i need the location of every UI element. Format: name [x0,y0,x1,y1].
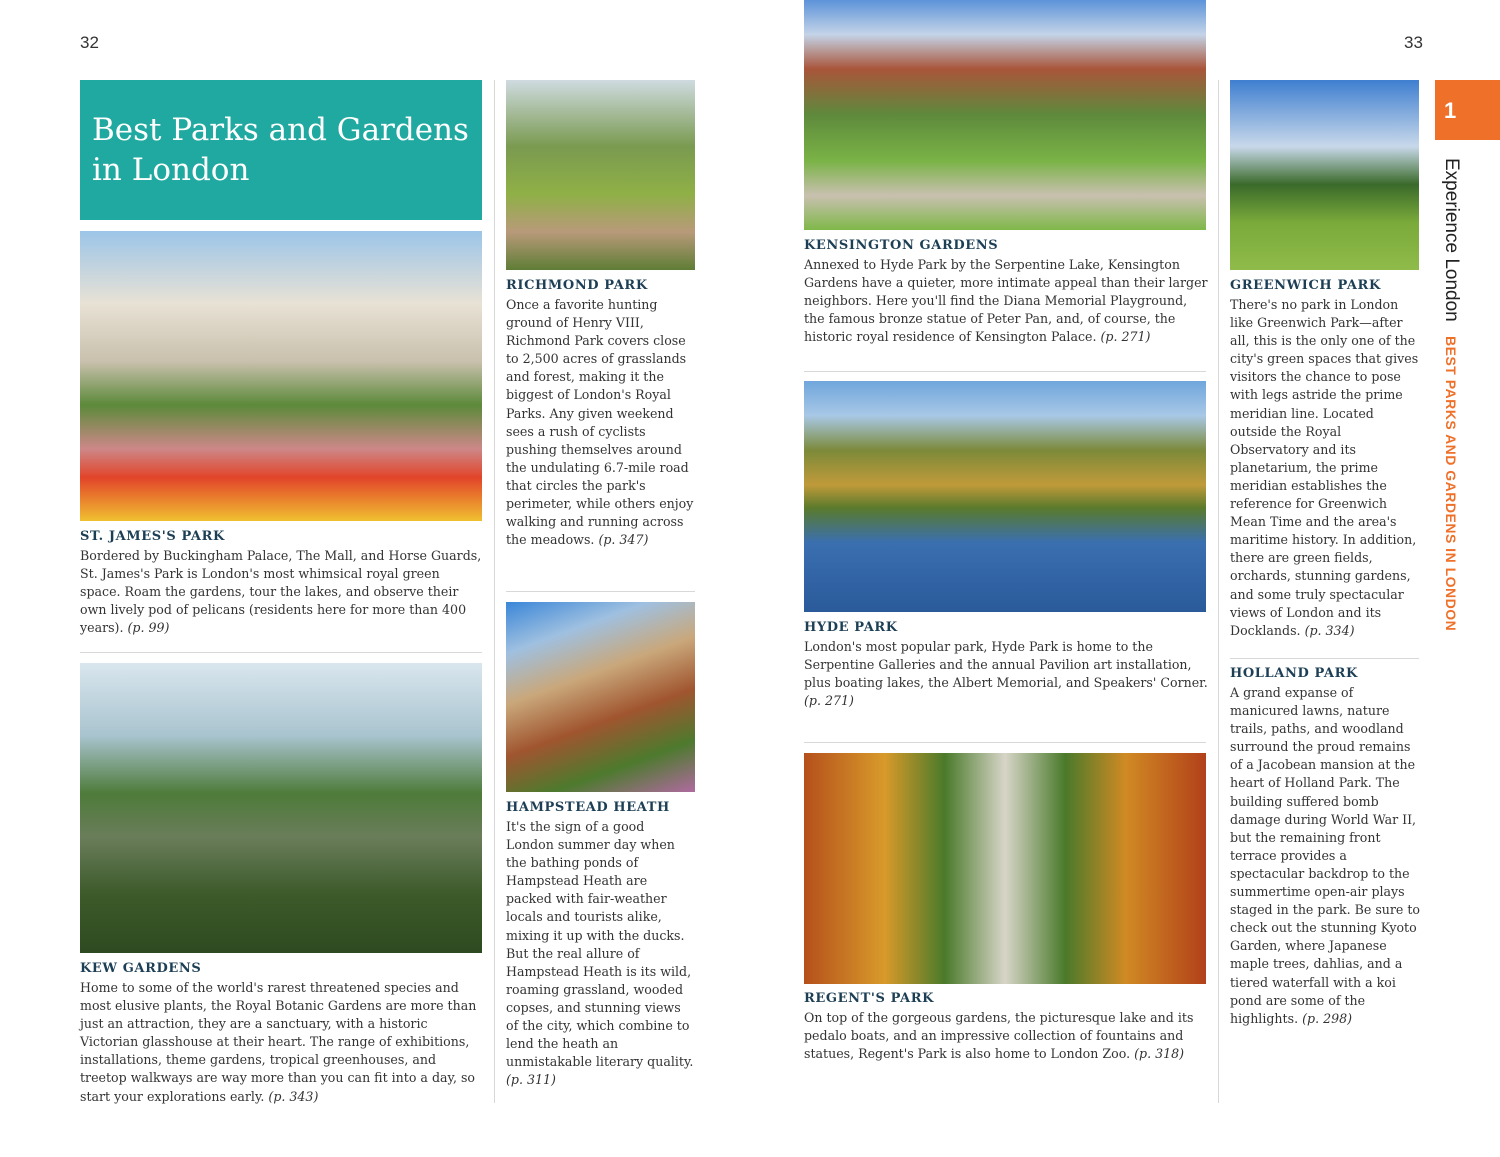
page-reference: (p. 318) [1134,1046,1185,1062]
description-text: On top of the gorgeous gardens, the picturesque lake and its pedalo boats, and an impressive collection of fountains and statues, Regent's Park is also home to London Zoo. [804,1010,1194,1062]
page-reference: (p. 99) [127,620,170,636]
description-text: There's no park in London like Greenwich Park—after all, this is the only one of the city's green spaces that gives visitors the chance to pose with legs astride the prime meridian line. Located outside the Royal Observatory and its planetarium, the prime meridian establishes the reference for Greenwich Mean Time and the area's maritime history. In addition, there are green fields, orchards, stunning gardens, and some truly spectacular views of London and its Docklands. [1230,297,1419,638]
park-description [506,296,698,549]
regents-park-photo [804,753,1206,984]
hyde-park-photo [804,381,1206,612]
park-heading: HAMPSTEAD HEATH [506,800,670,815]
divider [506,591,695,592]
st-james-park-photo [80,231,482,521]
park-heading: HOLLAND PARK [1230,666,1358,681]
page-reference: (p. 343) [268,1088,319,1104]
description-text: Bordered by Buckingham Palace, The Mall, and Horse Guards, St. James's Park is London's most whimsical royal green space. Roam the gardens, tour the lakes, and observe their own lively pod of pelicans (residents here for more than 400 years). [80,548,482,636]
page-reference: (p. 334) [1304,622,1355,638]
page-number-right: 33 [1404,33,1423,52]
park-heading: ST. JAMES'S PARK [80,529,225,544]
description-text: Once a favorite hunting ground of Henry VIII, Richmond Park covers close to 2,500 acres of grasslands and forest, making it the biggest of London's Royal Parks. Any given weekend sees a rush of cyclists pushing themselves around the undulating 6.7-mile road that circles the park's perimeter, while others enjoy walking and running across the meadows. [506,297,694,548]
park-description [80,979,482,1106]
park-description [506,818,696,1089]
kensington-gardens-photo [804,0,1206,230]
park-description [804,1009,1208,1063]
park-description [1230,296,1422,640]
greenwich-park-photo [1230,80,1419,270]
park-heading: GREENWICH PARK [1230,278,1381,293]
page-reference: (p. 271) [804,693,854,709]
park-description [1230,684,1422,1028]
description-text: Annexed to Hyde Park by the Serpentine Lake, Kensington Gardens have a quieter, more intimate appeal than their larger neighbors. Here you'll find the Diana Memorial Playground, the famous bronze statue of Peter Pan, and, of course, the historic royal residence of Kensington Palace. [804,257,1208,345]
park-heading: HYDE PARK [804,620,898,635]
park-description [804,638,1208,710]
park-heading: KENSINGTON GARDENS [804,238,999,253]
kew-gardens-photo [80,663,482,953]
description-text: A grand expanse of manicured lawns, nature trails, paths, and woodland surround the proud remains of a Jacobean mansion at the heart of Holland Park. The building suffered bomb damage during World War II, but the remaining front terrace provides a spectacular backdrop to the summertime open-air plays staged in the park. Be sure to check out the stunning Kyoto Garden, where Japanese maple trees, dahlias, and a tiered waterfall with a koi pond are some of the highlights. [1230,685,1421,1026]
park-heading: REGENT'S PARK [804,991,934,1006]
divider [80,652,482,653]
park-heading: KEW GARDENS [80,961,202,976]
divider [804,742,1206,743]
divider [1230,658,1419,659]
divider [804,371,1206,372]
page-reference: (p. 298) [1302,1010,1353,1026]
page-title: Best Parks and Gardens in London [80,80,482,220]
page-number-left: 32 [80,33,99,52]
park-heading: RICHMOND PARK [506,278,648,293]
section-name: Experience London [1441,158,1462,322]
park-description [80,547,482,637]
description-text: It's the sign of a good London summer day when the bathing ponds of Hampstead Heath are packed with fair-weather locals and tourists alike, mixing it up with the ducks. But the real allure of Hampstead Heath is its wild, roaming grassland, wooded copses, and stunning views of the city, which combine to lend the heath an unmistakable literary quality. [506,819,694,1070]
description-text: London's most popular park, Hyde Park is home to the Serpentine Galleries and the annual Pavilion art installation, plus boating lakes, the Albert Memorial, and Speakers' Corner. [804,639,1208,691]
page-reference: (p. 311) [506,1072,556,1088]
page-reference: (p. 271) [1100,329,1151,345]
column-divider [1218,80,1219,1103]
column-divider [494,80,495,1103]
park-description [804,256,1208,346]
richmond-park-photo [506,80,695,270]
hampstead-heath-photo [506,602,695,792]
description-text: Home to some of the world's rarest threatened species and most elusive plants, the Royal Botanic Gardens are more than just an attraction, they are a sanctuary, with a historic Victorian glasshouse at their heart. The range of exhibitions, installations, theme gardens, tropical greenhouses, and treetop walkways are way more than you can fit into a day, so start your explorations early. [80,980,477,1104]
side-running-head [1440,158,1462,631]
chapter-tab: 1 [1435,80,1500,140]
page-reference: (p. 347) [598,532,649,548]
chapter-name: BEST PARKS AND GARDENS IN LONDON [1443,335,1459,631]
